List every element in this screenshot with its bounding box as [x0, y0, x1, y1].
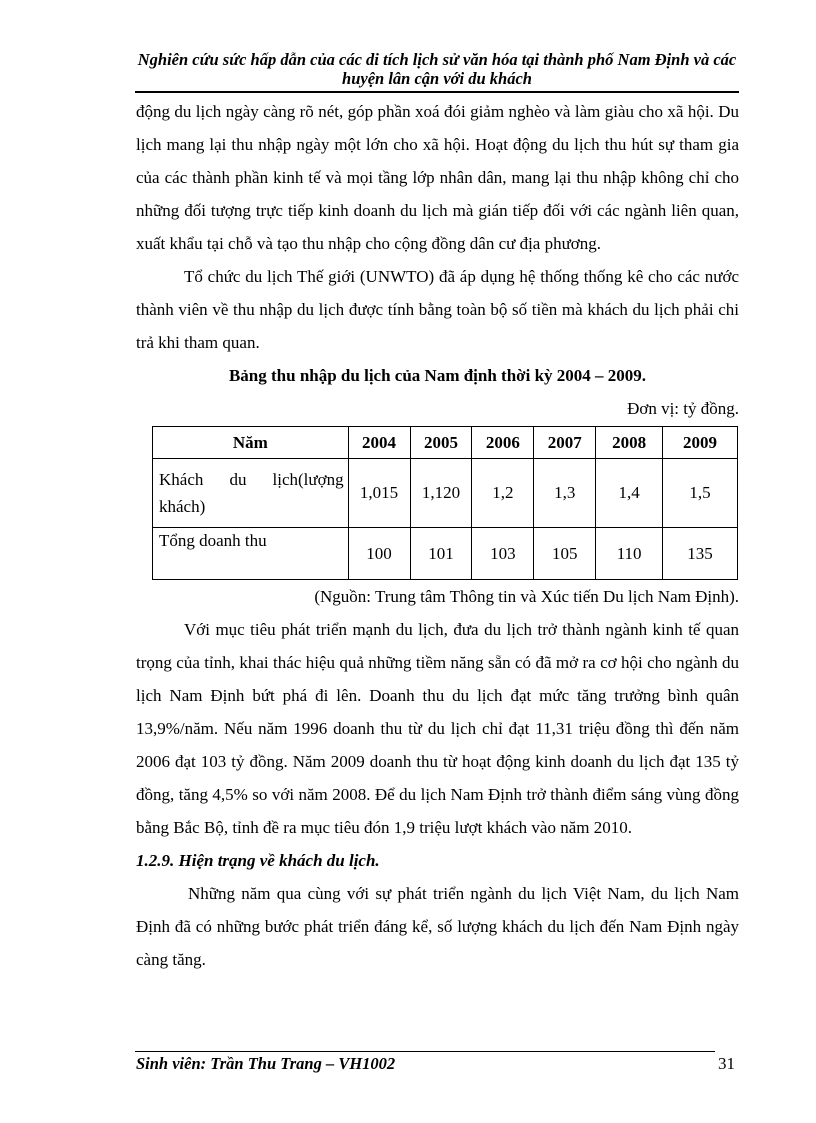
- table-header-year: 2007: [534, 427, 596, 459]
- table-cell: 1,3: [534, 459, 596, 528]
- page-header-title: Nghiên cứu sức hấp dẫn của các di tích lịch sử văn hóa tại thành phố Nam Định và các huyện lân cận với du khách: [137, 50, 737, 88]
- table-cell: 110: [596, 528, 663, 580]
- table-cell: 1,120: [410, 459, 472, 528]
- table-cell: 1,2: [472, 459, 534, 528]
- header-rule: [135, 91, 739, 93]
- table-cell: 135: [663, 528, 738, 580]
- paragraph-2: Tổ chức du lịch Thế giới (UNWTO) đã áp dụng hệ thống thống kê cho các nước thành viên về thu nhập du lịch được tính bằng toàn bộ số tiền mà khách du lịch phải chi trả khi tham quan.: [136, 267, 739, 352]
- table-header-row: [153, 427, 738, 459]
- income-table: [152, 426, 738, 580]
- table-row-visitors: [153, 459, 738, 528]
- table-cell: 105: [534, 528, 596, 580]
- paragraph-3: Với mục tiêu phát triển mạnh du lịch, đưa du lịch trở thành ngành kinh tế quan trọng của tỉnh, khai thác hiệu quả những tiềm năng sẵn có đã mở ra cơ hội cho ngành du lịch Nam Định bứt phá đi lên. Doanh thu du lịch đạt mức tăng trưởng bình quân 13,9%/năm. Nếu năm 1996 doanh thu từ du lịch chỉ đạt 11,31 triệu đồng thì đến năm 2006 đạt 103 tỷ đồng. Năm 2009 doanh thu từ hoạt động kinh doanh du lịch đạt 135 tỷ đồng, tăng 4,5% so với năm 2008. Để du lịch Nam Định trở thành điểm sáng vùng đồng bằng Bắc Bộ, tỉnh đề ra mục tiêu đón 1,9 triệu lượt khách vào năm 2010.: [136, 620, 739, 837]
- page-content: [136, 95, 739, 976]
- table-header-year: 2006: [472, 427, 534, 459]
- table-cell: 103: [472, 528, 534, 580]
- table-cell: 1,4: [596, 459, 663, 528]
- table-row-label: [153, 459, 349, 528]
- table-header-year: 2008: [596, 427, 663, 459]
- paragraph-1: động du lịch ngày càng rõ nét, góp phần xoá đói giảm nghèo và làm giàu cho xã hội. Du lịch mang lại thu nhập ngày một lớn cho xã hội. Hoạt động du lịch thu hút sự tham gia của các thành phần kinh tế và mọi tầng lớp nhân dân, mang lại thu nhập không chỉ cho những đối tượng trực tiếp kinh doanh du lịch mà gián tiếp đối với các ngành liên quan, xuất khẩu tại chỗ và tạo thu nhập cho cộng đồng dân cư địa phương.: [136, 102, 739, 253]
- page-number: 31: [718, 1054, 735, 1073]
- footer-rule: [135, 1051, 715, 1052]
- table-cell: 101: [410, 528, 472, 580]
- paragraph-4: Những năm qua cùng với sự phát triển ngành du lịch Việt Nam, du lịch Nam Định đã có những bước phát triển đáng kể, số lượng khách du lịch đến Nam Định ngày càng tăng.: [136, 884, 739, 969]
- footer-author: Sinh viên: Trần Thu Trang – VH1002: [136, 1054, 396, 1073]
- table-header-year-label: Năm: [153, 427, 349, 459]
- table-header-year: 2004: [348, 427, 410, 459]
- table-source: (Nguồn: Trung tâm Thông tin và Xúc tiến Du lịch Nam Định).: [314, 587, 739, 606]
- table-cell: 100: [348, 528, 410, 580]
- table-title: Bảng thu nhập du lịch của Nam định thời kỳ 2004 – 2009.: [228, 366, 647, 385]
- section-title: 1.2.9. Hiện trạng về khách du lịch.: [136, 851, 380, 870]
- table-row-label-text: Khách du lịch(lượng khách): [159, 470, 344, 516]
- table-cell: 1,5: [663, 459, 738, 528]
- table-row-label: Tổng doanh thu: [153, 528, 349, 580]
- table-header-year: 2005: [410, 427, 472, 459]
- table-cell: 1,015: [348, 459, 410, 528]
- table-row-revenue: [153, 528, 738, 580]
- table-header-year: 2009: [663, 427, 738, 459]
- table-unit: Đơn vị: tỷ đồng.: [627, 399, 739, 418]
